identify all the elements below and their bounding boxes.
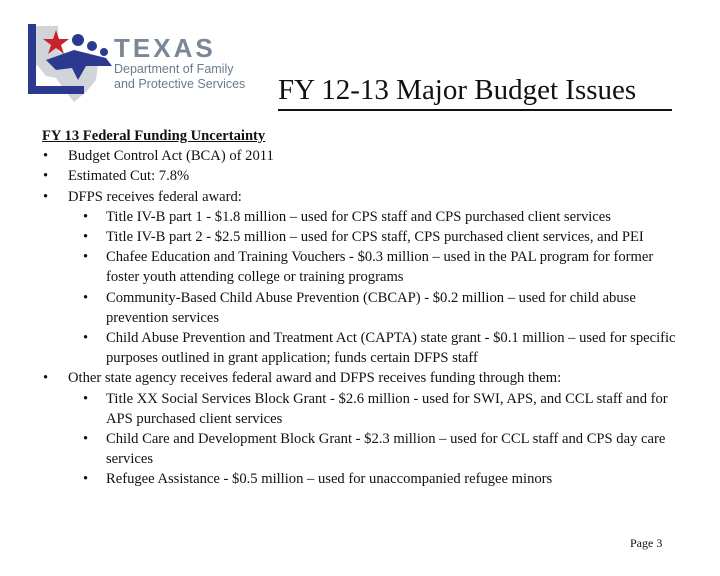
slide-content bbox=[42, 126, 682, 490]
bullet-item: • Budget Control Act (BCA) of 2011 bbox=[43, 148, 274, 165]
bullet-item: • Other state agency receives federal award and DFPS receives funding through them: bbox=[43, 370, 562, 387]
bullet-item: • Estimated Cut: 7.8% bbox=[43, 168, 190, 185]
section-heading: FY 13 Federal Funding Uncertainty bbox=[42, 128, 266, 144]
sub-bullet-item: • Chafee Education and Training Vouchers - $0.3 million – used in the PAL program for former foster youth attending college or training programs bbox=[83, 249, 654, 286]
sub-bullet-item: • Title IV-B part 1 - $1.8 million – used for CPS staff and CPS purchased client services bbox=[83, 208, 611, 225]
page-number: Page 3 bbox=[630, 536, 663, 550]
texas-family-icon bbox=[26, 22, 116, 104]
slide-title: FY 12-13 Major Budget Issues bbox=[278, 74, 637, 106]
logo-line-2: and Protective Services bbox=[114, 77, 246, 91]
sub-bullet-item: • Child Abuse Prevention and Treatment Act (CAPTA) state grant - $0.1 million – used for specific purposes outlined in grant application; funds certain DFPS staff bbox=[83, 330, 676, 367]
title-rule bbox=[278, 109, 672, 111]
sub-bullet-item: • Refugee Assistance - $0.5 million – used for unaccompanied refugee minors bbox=[83, 471, 553, 488]
sub-bullet-item: • Title XX Social Services Block Grant - $2.6 million - used for SWI, APS, and CCL staff and for APS purchased client services bbox=[83, 390, 668, 427]
logo-title: TEXAS bbox=[114, 33, 216, 63]
sub-bullet-item: • Community-Based Child Abuse Prevention (CBCAP) - $0.2 million – used for child abuse prevention services bbox=[83, 289, 636, 326]
sub-bullet-item: • Child Care and Development Block Grant - $2.3 million – used for CCL staff and CPS day care services bbox=[83, 431, 666, 468]
bullet-item: • DFPS receives federal award: bbox=[43, 188, 242, 205]
sub-bullet-item: • Title IV-B part 2 - $2.5 million – used for CPS staff, CPS purchased client services, and PEI bbox=[83, 229, 644, 246]
logo-line-1: Department of Family bbox=[114, 62, 234, 76]
agency-logo bbox=[26, 22, 256, 104]
